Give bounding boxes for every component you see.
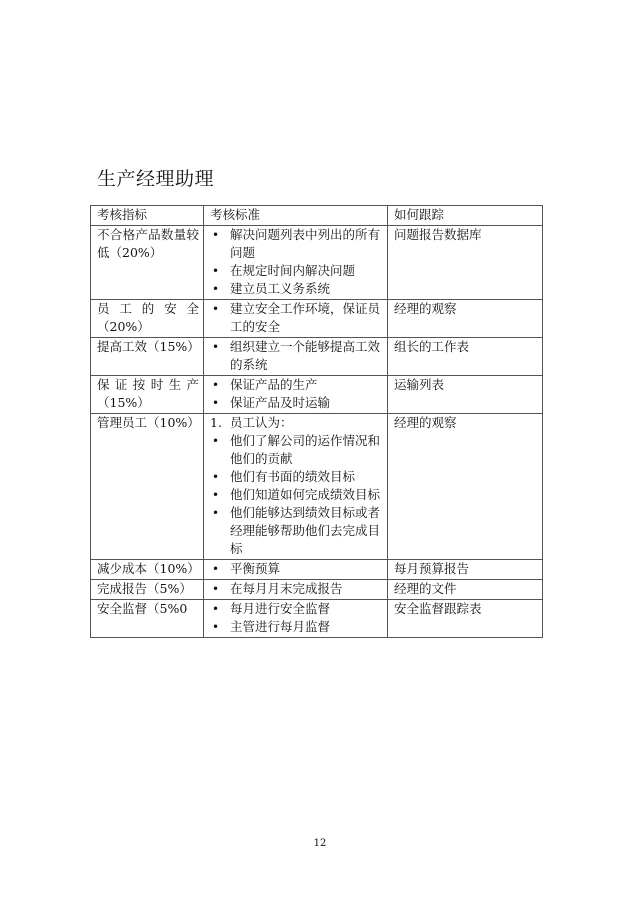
indicator-cell: 安全监督（5%0 xyxy=(91,600,204,638)
criteria-item: • 在规定时间内解决问题 xyxy=(210,262,383,280)
kpi-table xyxy=(90,205,543,638)
indicator-cell: 完成报告（5%） xyxy=(91,580,204,600)
criteria-item: • 在每月月末完成报告 xyxy=(210,580,383,598)
criteria-cell xyxy=(204,226,388,300)
table-row xyxy=(91,600,543,638)
list-number: 1. xyxy=(210,415,222,430)
criteria-item: • 平衡预算 xyxy=(210,560,383,578)
tracking-cell: 经理的观察 xyxy=(388,300,543,338)
table-header-row xyxy=(91,206,543,226)
table-row xyxy=(91,226,543,300)
indicator-cell: 员工的安全（20%） xyxy=(91,300,204,338)
criteria-item: • 他们知道如何完成绩效目标 xyxy=(210,486,383,504)
tracking-cell: 经理的文件 xyxy=(388,580,543,600)
criteria-item: • 组织建立一个能够提高工效的系统 xyxy=(210,338,383,374)
indicator-cell: 保证按时生产（15%） xyxy=(91,376,204,414)
tracking-cell: 每月预算报告 xyxy=(388,560,543,580)
tracking-cell: 安全监督跟踪表 xyxy=(388,600,543,638)
header-criteria: 考核标准 xyxy=(204,206,388,226)
criteria-cell xyxy=(204,414,388,560)
criteria-cell xyxy=(204,338,388,376)
indicator-cell: 提高工效（15%） xyxy=(91,338,204,376)
tracking-cell: 经理的观察 xyxy=(388,414,543,560)
page-number: 12 xyxy=(313,838,327,849)
table-row xyxy=(91,300,543,338)
tracking-cell: 组长的工作表 xyxy=(388,338,543,376)
criteria-item: • 主管进行每月监督 xyxy=(210,618,383,636)
tracking-cell: 运输列表 xyxy=(388,376,543,414)
criteria-item: • 他们有书面的绩效目标 xyxy=(210,468,383,486)
criteria-cell xyxy=(204,560,388,580)
tracking-cell: 问题报告数据库 xyxy=(388,226,543,300)
table-row xyxy=(91,338,543,376)
table-row xyxy=(91,560,543,580)
indicator-cell: 不合格产品数量较低（20%） xyxy=(91,226,204,300)
criteria-item: • 每月进行安全监督 xyxy=(210,600,383,618)
page-title: 生产经理助理 xyxy=(97,168,215,190)
table-row xyxy=(91,580,543,600)
criteria-cell xyxy=(204,600,388,638)
criteria-item: • 他们了解公司的运作情况和他们的贡献 xyxy=(210,432,383,468)
criteria-item: • 建立员工义务系统 xyxy=(210,280,383,298)
table-row xyxy=(91,376,543,414)
criteria-cell xyxy=(204,376,388,414)
criteria-text: 员工认为： xyxy=(230,415,293,430)
indicator-cell: 减少成本（10%） xyxy=(91,560,204,580)
header-indicator: 考核指标 xyxy=(91,206,204,226)
criteria-item: • 解决问题列表中列出的所有问题 xyxy=(210,226,383,262)
criteria-cell xyxy=(204,300,388,338)
criteria-numbered-item xyxy=(210,414,383,432)
header-tracking: 如何跟踪 xyxy=(388,206,543,226)
criteria-cell xyxy=(204,580,388,600)
criteria-item: • 保证产品及时运输 xyxy=(210,394,383,412)
criteria-item: • 建立安全工作环境，保证员工的安全 xyxy=(210,300,383,336)
criteria-item: • 保证产品的生产 xyxy=(210,376,383,394)
criteria-item: • 他们能够达到绩效目标或者经理能够帮助他们去完成目标 xyxy=(210,504,383,558)
table-row xyxy=(91,414,543,560)
indicator-cell: 管理员工（10%） xyxy=(91,414,204,560)
